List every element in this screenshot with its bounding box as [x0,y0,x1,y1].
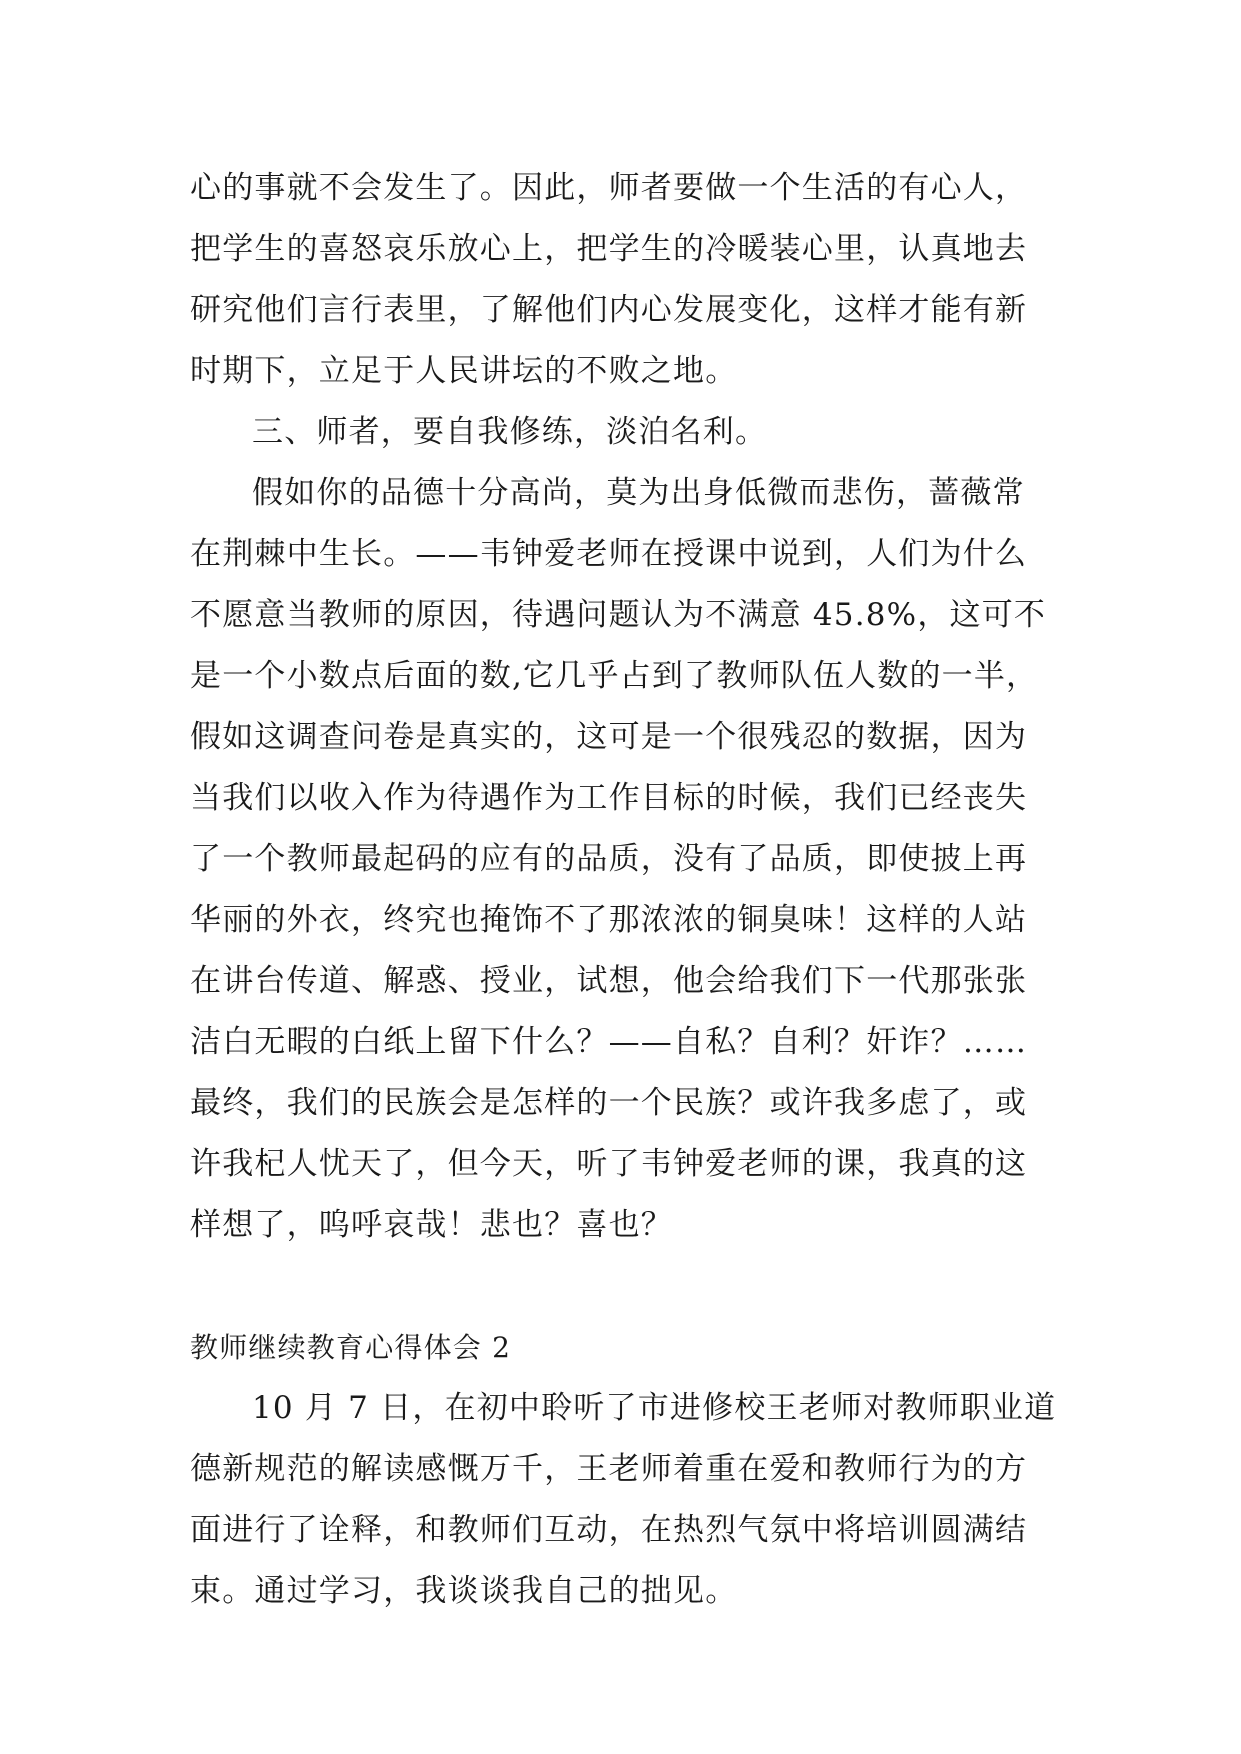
text-line: 华丽的外衣，终究也掩饰不了那浓浓的铜臭味！这样的人站 [190,902,1028,938]
text-line: 是一个小数点后面的数,它几乎占到了教师队伍人数的一半， [190,658,1039,694]
text-line: 在讲台传道、解惑、授业，试想，他会给我们下一代那张张 [190,963,1028,999]
text-line: 最终，我们的民族会是怎样的一个民族？或许我多虑了，或 [190,1085,1028,1121]
text-line: 许我杞人忧天了，但今天，听了韦钟爱老师的课，我真的这 [190,1146,1028,1182]
text-line: 把学生的喜怒哀乐放心上，把学生的冷暖装心里，认真地去 [190,231,1028,267]
paragraph-continued [190,158,1050,402]
text-line: 了一个教师最起码的应有的品质，没有了品质，即使披上再 [190,841,1028,877]
text-line: 研究他们言行表里，了解他们内心发展变化，这样才能有新 [190,292,1028,328]
text-line: 德新规范的解读感慨万千，王老师着重在爱和教师行为的方 [190,1451,1028,1487]
text-line: 假如这调查问卷是真实的，这可是一个很残忍的数据，因为 [190,719,1028,755]
text-line: 当我们以收入作为待遇作为工作目标的时候，我们已经丧失 [190,780,1028,816]
text-line: 在荆棘中生长。——韦钟爱老师在授课中说到，人们为什么 [190,536,1028,572]
section-title: 教师继续教育心得体会 2 [190,1331,512,1364]
text-line: 心的事就不会发生了。因此，师者要做一个生活的有心人， [190,170,1028,206]
text-line: 不愿意当教师的原因，待遇问题认为不满意 45.8%，这可不 [190,597,1047,633]
section-spacer [190,1256,1050,1317]
text-line: 洁白无暇的白纸上留下什么？——自私？自利？奸诈？…… [190,1024,1028,1060]
text-line: 束。通过学习，我谈谈我自己的拙见。 [190,1573,738,1609]
text-line: 10 月 7 日，在初中聆听了市进修校王老师对教师职业道 [252,1390,1057,1426]
paragraph-training [190,1378,1057,1622]
text-line: 面进行了诠释，和教师们互动，在热烈气氛中将培训圆满结 [190,1512,1028,1548]
text-line: 时期下，立足于人民讲坛的不败之地。 [190,353,738,389]
document-body [190,158,1057,1622]
paragraph-dignity [190,463,1050,1256]
text-line: 样想了，呜呼哀哉！悲也？喜也？ [190,1207,673,1243]
text-line: 假如你的品德十分高尚，莫为出身低微而悲伤，蔷薇常 [252,475,1025,511]
point-three-heading: 三、师者，要自我修练，淡泊名利。 [252,414,768,450]
